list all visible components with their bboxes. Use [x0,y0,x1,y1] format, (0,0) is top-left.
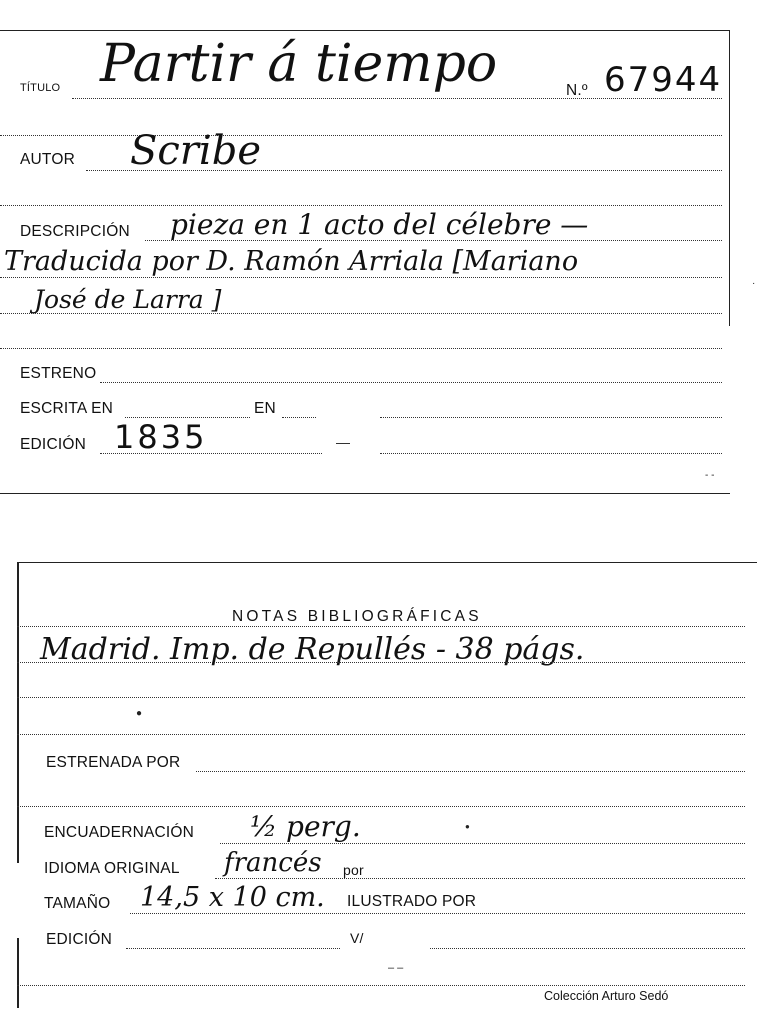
titulo-label: TÍTULO [20,82,61,94]
descripcion-line-1: pieza en 1 acto del célebre — [170,208,589,241]
encuadernacion-label: ENCUADERNACIÓN [44,824,195,841]
autor-label: AUTOR [20,151,75,168]
encuadernacion-value: ½ perg. [250,810,361,843]
ink-mark: — [336,434,350,450]
collection-footer: Colección Arturo Sedó [544,989,669,1003]
autor-line [86,170,722,171]
tamano-label: TAMAÑO [44,895,111,912]
en-line-extended [380,417,722,418]
descripcion-line-3: José de Larra ] [34,285,222,314]
estreno-label: ESTRENO [20,365,97,382]
edicion-line [100,453,322,454]
ink-mark: · [752,278,756,289]
ink-mark: – – [388,962,404,974]
idioma-label: IDIOMA ORIGINAL [44,860,180,877]
tamano-line [130,913,745,914]
ruled-line [0,277,722,278]
idioma-value: francés [224,848,322,878]
estrenada-label: ESTRENADA POR [46,754,181,771]
edicion-line-extended [380,453,722,454]
ruled-line [17,806,745,807]
ink-mark: - - [705,470,715,481]
en-label: EN [254,400,276,417]
ruled-line [0,313,722,314]
idioma-line [215,878,745,879]
descripcion-line [145,240,722,241]
edicion-bottom-line [126,948,340,949]
tamano-value: 14,5 x 10 cm. [140,882,325,913]
ilustrado-label: ILUSTRADO POR [347,893,477,910]
card-right-border [729,31,731,326]
notas-heading: NOTAS BIBLIOGRÁFICAS [232,608,482,625]
v-line [430,948,745,949]
edicion-bottom-label: EDICIÓN [46,931,112,948]
ink-mark: ● [136,708,143,719]
ruled-line [17,985,745,986]
ruled-line [17,626,745,627]
titulo-value: Partir á tiempo [100,34,498,94]
estreno-line [100,382,722,383]
ruled-line [0,348,722,349]
escrita-label: ESCRITA EN [20,400,114,417]
por-label: por [343,862,364,878]
notes-card [17,562,757,1021]
v-label: V/ [350,930,364,946]
ruled-line [17,734,745,735]
autor-value: Scribe [130,128,261,174]
descripcion-label: DESCRIPCIÓN [20,223,130,240]
numero-value: 67944 [604,60,723,100]
estrenada-line [196,771,745,772]
ruled-line [17,662,745,663]
card-left-border-lower [17,938,19,1008]
notas-value: Madrid. Imp. de Repullés - 38 págs. [40,632,585,667]
ruled-line [0,135,722,136]
encuadernacion-line [220,843,745,844]
ruled-line [17,697,745,698]
ruled-line [0,205,722,206]
ink-mark: ● [465,822,470,831]
edicion-label: EDICIÓN [20,436,86,453]
card-left-border [17,563,19,863]
edicion-value: 1835 [114,418,208,456]
numero-label: N.º [566,82,588,99]
descripcion-line-2: Traducida por D. Ramón Arriala [Mariano [4,246,579,277]
en-line [282,417,316,418]
